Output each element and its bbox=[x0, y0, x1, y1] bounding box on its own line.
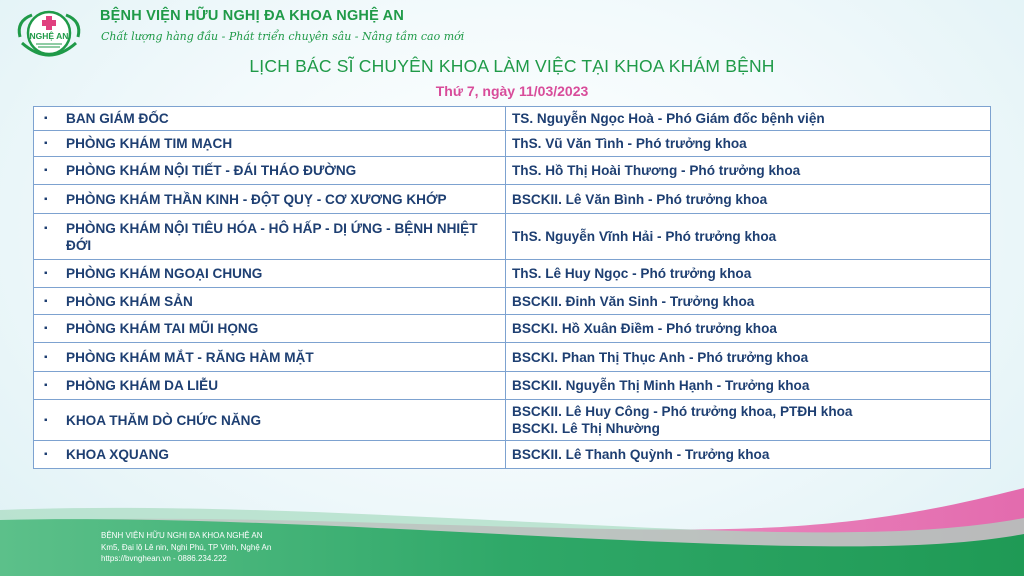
department-name: KHOA THĂM DÒ CHỨC NĂNG bbox=[66, 412, 262, 428]
bullet-icon: ▪ bbox=[44, 323, 48, 334]
doctor-cell bbox=[506, 315, 991, 343]
bullet-icon: ▪ bbox=[44, 449, 48, 460]
doctor-cell bbox=[506, 131, 991, 157]
doctor-cell bbox=[506, 372, 991, 400]
hospital-logo bbox=[14, 7, 84, 61]
doctor-name: TS. Nguyễn Ngọc Hoà - Phó Giám đốc bệnh viện bbox=[512, 111, 825, 126]
doctor-cell bbox=[506, 260, 991, 288]
table-row bbox=[34, 315, 991, 343]
bullet-icon: ▪ bbox=[44, 138, 48, 149]
department-name: PHÒNG KHÁM NỘI TIẾT - ĐÁI THÁO ĐƯỜNG bbox=[66, 163, 357, 178]
doctor-cell bbox=[506, 343, 991, 372]
department-name: PHÒNG KHÁM MẮT - RĂNG HÀM MẶT bbox=[66, 349, 314, 365]
doctor-name: BSCKII. Lê Huy Công - Phó trưởng khoa, PTĐH khoa bbox=[512, 404, 853, 419]
bullet-icon: ▪ bbox=[44, 165, 48, 176]
schedule-table bbox=[33, 106, 991, 469]
doctor-name-secondary: BSCKI. Lê Thị Nhường bbox=[512, 421, 660, 436]
doctor-cell bbox=[506, 214, 991, 260]
page-title: LỊCH BÁC SĨ CHUYÊN KHOA LÀM VIỆC TẠI KHOA KHÁM BỆNH bbox=[249, 56, 775, 76]
department-name: KHOA XQUANG bbox=[66, 447, 169, 462]
table-row bbox=[34, 400, 991, 441]
page-subtitle-date: Thứ 7, ngày 11/03/2023 bbox=[435, 83, 589, 99]
bullet-icon: ▪ bbox=[44, 268, 48, 279]
department-cell bbox=[34, 400, 506, 441]
table-row bbox=[34, 260, 991, 288]
doctor-cell bbox=[506, 157, 991, 185]
department-cell bbox=[34, 157, 506, 185]
table-row bbox=[34, 288, 991, 315]
department-cell bbox=[34, 343, 506, 372]
table-row bbox=[34, 441, 991, 469]
doctor-cell bbox=[506, 107, 991, 131]
table-row bbox=[34, 214, 991, 260]
table-row bbox=[34, 185, 991, 214]
department-name: PHÒNG KHÁM THẦN KINH - ĐỘT QUỴ - CƠ XƯƠNG KHỚP bbox=[66, 191, 447, 207]
doctor-cell bbox=[506, 288, 991, 315]
doctor-name: ThS. Nguyễn Vĩnh Hải - Phó trưởng khoa bbox=[512, 229, 777, 244]
doctor-cell bbox=[506, 185, 991, 214]
schedule-table-body bbox=[34, 107, 991, 469]
department-name: BAN GIÁM ĐỐC bbox=[66, 111, 169, 126]
logo-text: NGHỆ AN bbox=[29, 31, 69, 41]
department-cell bbox=[34, 214, 506, 260]
department-name: PHÒNG KHÁM TAI MŨI HỌNG bbox=[66, 321, 259, 336]
hospital-name: BỆNH VIỆN HỮU NGHỊ ĐA KHOA NGHỆ AN bbox=[100, 8, 405, 24]
bullet-icon: ▪ bbox=[44, 414, 48, 426]
department-name: PHÒNG KHÁM SẢN bbox=[66, 293, 193, 309]
bullet-icon: ▪ bbox=[44, 222, 48, 234]
department-cell bbox=[34, 372, 506, 400]
footer-contact bbox=[101, 530, 271, 565]
table-row bbox=[34, 131, 991, 157]
department-cell bbox=[34, 107, 506, 131]
doctor-name: ThS. Hồ Thị Hoài Thương - Phó trưởng khoa bbox=[512, 163, 801, 178]
doctor-name: ThS. Vũ Văn Tình - Phó trưởng khoa bbox=[512, 136, 747, 151]
department-name: PHÒNG KHÁM NGOẠI CHUNG bbox=[66, 266, 263, 281]
footer-hospital-name: BỆNH VIỆN HỮU NGHỊ ĐA KHOA NGHỆ AN bbox=[101, 531, 263, 540]
bullet-icon: ▪ bbox=[44, 380, 48, 391]
table-row bbox=[34, 107, 991, 131]
department-name: PHÒNG KHÁM TIM MẠCH bbox=[66, 136, 233, 151]
doctor-name: BSCKII. Đinh Văn Sinh - Trưởng khoa bbox=[512, 293, 755, 309]
doctor-name: BSCKI. Hồ Xuân Điềm - Phó trưởng khoa bbox=[512, 321, 777, 336]
doctor-name: BSCKII. Lê Văn Bình - Phó trưởng khoa bbox=[512, 191, 768, 207]
footer-website-phone[interactable]: https://bvnghean.vn - 0886.234.222 bbox=[101, 554, 227, 563]
doctor-cell bbox=[506, 400, 991, 441]
department-cell bbox=[34, 441, 506, 469]
bullet-icon: ▪ bbox=[44, 351, 48, 363]
department-name: PHÒNG KHÁM NỘI TIÊU HÓA - HÔ HẤP - DỊ ỨNG - BỆNH NHIỆT ĐỚI bbox=[66, 220, 478, 253]
department-cell bbox=[34, 185, 506, 214]
department-name: PHÒNG KHÁM DA LIỄU bbox=[66, 378, 219, 393]
department-cell bbox=[34, 260, 506, 288]
department-cell bbox=[34, 288, 506, 315]
bullet-icon: ▪ bbox=[44, 113, 48, 124]
department-cell bbox=[34, 315, 506, 343]
doctor-name: BSCKI. Phan Thị Thục Anh - Phó trưởng khoa bbox=[512, 349, 809, 365]
table-row bbox=[34, 157, 991, 185]
hospital-slogan: Chất lượng hàng đầu - Phát triển chuyên sâu - Nâng tầm cao mới bbox=[101, 30, 465, 43]
doctor-name: BSCKII. Lê Thanh Quỳnh - Trưởng khoa bbox=[512, 447, 770, 462]
department-cell bbox=[34, 131, 506, 157]
bullet-icon: ▪ bbox=[44, 295, 48, 307]
doctor-name: BSCKII. Nguyễn Thị Minh Hạnh - Trưởng khoa bbox=[512, 378, 810, 393]
bullet-icon: ▪ bbox=[44, 193, 48, 205]
footer-address: Km5, Đại lộ Lê nin, Nghi Phú, TP Vinh, Nghệ An bbox=[101, 542, 272, 552]
table-row bbox=[34, 343, 991, 372]
doctor-cell bbox=[506, 441, 991, 469]
table-row bbox=[34, 372, 991, 400]
doctor-name: ThS. Lê Huy Ngọc - Phó trưởng khoa bbox=[512, 266, 752, 281]
